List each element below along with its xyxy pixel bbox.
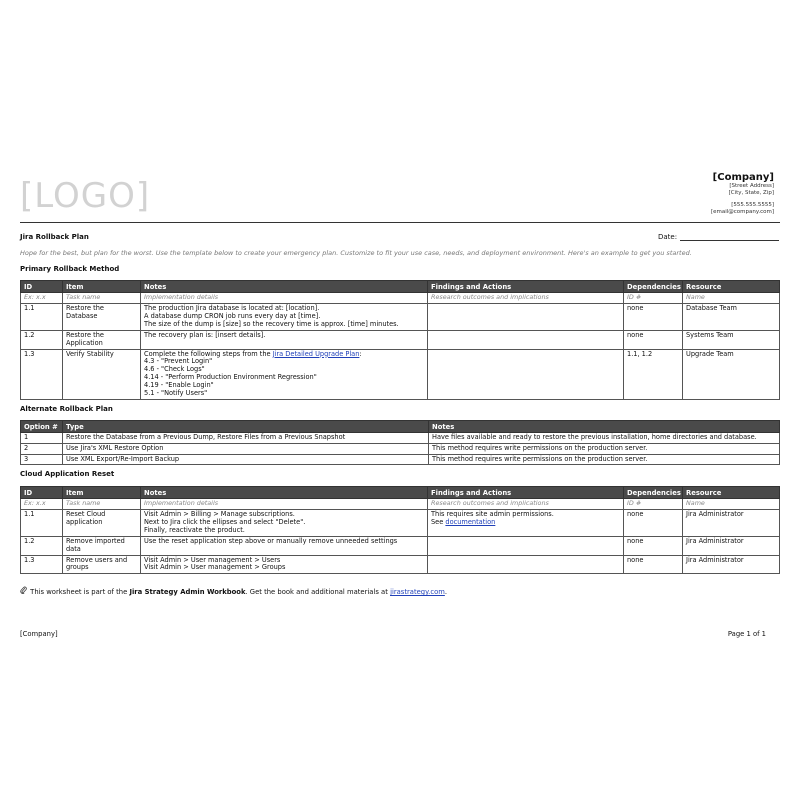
table-row <box>21 555 780 574</box>
footer-page-number: Page 1 of 1 <box>727 630 766 638</box>
table-header-row <box>21 421 780 433</box>
note-line: Use the reset application step above or manually remove unneeded settings <box>144 537 398 545</box>
cell-notes <box>141 555 428 574</box>
cell-item: Remove imported data <box>63 537 141 556</box>
hint-cell: ID # <box>624 499 683 510</box>
table-row <box>21 537 780 556</box>
col-header-dependencies: Dependencies <box>624 281 683 293</box>
note-line: Visit Admin > User management > Groups <box>144 563 286 572</box>
cell-option: 2 <box>21 443 63 454</box>
footnote-text: . <box>444 588 448 596</box>
cell-notes: This method requires write permissions on the production server. <box>429 454 780 465</box>
col-header-resource: Resource <box>683 487 780 499</box>
table-row <box>21 454 780 465</box>
hint-cell: Implementation details <box>141 293 428 304</box>
cell-resource: Jira Administrator <box>683 555 780 574</box>
col-header-id: ID <box>21 487 63 499</box>
hint-cell: Research outcomes and implications <box>428 499 624 510</box>
alternate-section-title: Alternate Rollback Plan <box>20 405 113 413</box>
documentation-link[interactable]: documentation <box>445 517 496 526</box>
note-line: 4.3 - "Prevent Login" <box>144 357 213 366</box>
company-email: [email@company.com] <box>710 209 774 215</box>
cell-resource: Database Team <box>683 304 780 331</box>
hint-cell: Implementation details <box>141 499 428 510</box>
cell-resource: Jira Administrator <box>683 537 780 556</box>
cell-resource: Jira Administrator <box>683 510 780 537</box>
note-text: : <box>359 349 362 358</box>
cell-item: Remove users and groups <box>63 555 141 574</box>
cell-id: 1.3 <box>21 349 63 399</box>
hint-cell: ID # <box>624 293 683 304</box>
alternate-rollback-table <box>20 420 780 465</box>
upgrade-plan-link[interactable]: Jira Detailed Upgrade Plan <box>272 349 360 358</box>
finding-line: This requires site admin permissions. <box>431 510 554 518</box>
table-hint-row <box>21 499 780 510</box>
cell-notes: Have files available and ready to restore the previous installation, home directories and database. <box>429 433 780 444</box>
workbook-name: Jira Strategy Admin Workbook <box>129 588 246 596</box>
company-phone: [555.555.5555] <box>731 202 774 208</box>
hint-cell: Task name <box>63 293 141 304</box>
col-header-findings: Findings and Actions <box>428 281 624 293</box>
cell-dependencies: none <box>624 555 683 574</box>
cell-dependencies: none <box>624 537 683 556</box>
col-header-notes: Notes <box>141 487 428 499</box>
cell-findings <box>428 510 624 537</box>
cell-notes <box>141 331 428 350</box>
company-address-block <box>711 172 774 216</box>
cell-type: Use XML Export/Re-Import Backup <box>63 454 429 465</box>
date-label: Date: <box>658 233 678 241</box>
cell-item: Restore the Database <box>63 304 141 331</box>
cell-id: 1.1 <box>21 510 63 537</box>
note-line: 4.14 - "Perform Production Environment Regression" <box>144 372 317 381</box>
note-line: A database dump CRON job runs every day at [time]. <box>144 311 321 320</box>
hint-cell: Task name <box>63 499 141 510</box>
cell-findings <box>428 555 624 574</box>
cell-id: 1.3 <box>21 555 63 574</box>
table-header-row <box>21 281 780 293</box>
document-title: Jira Rollback Plan <box>20 233 89 241</box>
hint-cell: Ex: x.x <box>21 499 63 510</box>
finding-line <box>431 519 620 527</box>
note-line: The recovery plan is: [insert details]. <box>144 331 266 339</box>
cell-findings <box>428 537 624 556</box>
table-row <box>21 433 780 444</box>
cell-notes: This method requires write permissions on the production server. <box>429 443 780 454</box>
note-line: 4.19 - "Enable Login" <box>144 380 214 389</box>
table-row <box>21 510 780 537</box>
cell-item: Restore the Application <box>63 331 141 350</box>
note-line: Visit Admin > User management > Users <box>144 555 281 564</box>
note-line: 4.6 - "Check Logs" <box>144 365 205 374</box>
col-header-findings: Findings and Actions <box>428 487 624 499</box>
jirastrategy-link[interactable]: jirastrategy.com <box>390 588 445 596</box>
cell-notes <box>141 537 428 556</box>
cell-notes <box>141 304 428 331</box>
hint-cell: Research outcomes and implications <box>428 293 624 304</box>
cloud-section-title: Cloud Application Reset <box>20 470 115 478</box>
col-header-dependencies: Dependencies <box>624 487 683 499</box>
footnote-text: . Get the book and additional materials at <box>245 588 391 596</box>
hint-cell: Name <box>683 499 780 510</box>
note-line: Visit Admin > Billing > Manage subscriptions. <box>144 510 295 518</box>
cell-dependencies: 1.1, 1.2 <box>624 349 683 399</box>
col-header-option: Option # <box>21 421 63 433</box>
workbook-footnote <box>20 586 447 596</box>
company-city: [City, State, Zip] <box>728 190 774 196</box>
cell-id: 1.1 <box>21 304 63 331</box>
date-field[interactable] <box>680 240 779 241</box>
table-hint-row <box>21 293 780 304</box>
cell-findings <box>428 349 624 399</box>
cell-dependencies: none <box>624 304 683 331</box>
finding-text: See <box>431 517 446 526</box>
cloud-reset-table <box>20 486 780 574</box>
cell-findings <box>428 331 624 350</box>
cell-dependencies: none <box>624 510 683 537</box>
col-header-type: Type <box>63 421 429 433</box>
cell-notes <box>141 510 428 537</box>
cell-type: Use Jira's XML Restore Option <box>63 443 429 454</box>
table-row <box>21 331 780 350</box>
col-header-notes: Notes <box>141 281 428 293</box>
footer-company: [Company] <box>20 630 58 638</box>
cell-item: Verify Stability <box>63 349 141 399</box>
note-line: Next to Jira click the ellipses and select "Delete". <box>144 517 306 526</box>
document-page <box>20 0 780 800</box>
logo-placeholder: [LOGO] <box>20 176 151 216</box>
paperclip-icon <box>20 586 28 596</box>
cell-item: Reset Cloud application <box>63 510 141 537</box>
cell-id: 1.2 <box>21 331 63 350</box>
cell-resource: Systems Team <box>683 331 780 350</box>
hint-cell: Ex: x.x <box>21 293 63 304</box>
company-street: [Street Address] <box>729 183 774 189</box>
col-header-id: ID <box>21 281 63 293</box>
cell-option: 1 <box>21 433 63 444</box>
note-line: Finally, reactivate the product. <box>144 525 245 534</box>
cell-id: 1.2 <box>21 537 63 556</box>
cell-dependencies: none <box>624 331 683 350</box>
col-header-item: Item <box>63 281 141 293</box>
cell-findings <box>428 304 624 331</box>
hint-cell: Name <box>683 293 780 304</box>
cell-type: Restore the Database from a Previous Dump, Restore Files from a Previous Snapshot <box>63 433 429 444</box>
note-text: Complete the following steps from the <box>144 349 273 358</box>
cell-option: 3 <box>21 454 63 465</box>
header-divider <box>20 222 780 223</box>
note-line: 5.1 - "Notify Users" <box>144 388 208 397</box>
table-row <box>21 304 780 331</box>
primary-section-title: Primary Rollback Method <box>20 265 120 273</box>
col-header-resource: Resource <box>683 281 780 293</box>
table-header-row <box>21 487 780 499</box>
table-row <box>21 443 780 454</box>
col-header-item: Item <box>63 487 141 499</box>
note-line: The production Jira database is located at: [location]. <box>144 304 320 312</box>
footnote-text: This worksheet is part of the <box>30 588 130 596</box>
company-name: [Company] <box>712 172 774 183</box>
note-line: The size of the dump is [size] so the recovery time is approx. [time] minutes. <box>144 319 399 328</box>
cell-resource: Upgrade Team <box>683 349 780 399</box>
col-header-notes: Notes <box>429 421 780 433</box>
primary-rollback-table <box>20 280 780 400</box>
cell-notes <box>141 349 428 399</box>
intro-text: Hope for the best, but plan for the worst. Use the template below to create your emergency plan. Customize to fit your use case, needs, and deployment environment. Here's an example to get you started. <box>20 249 692 257</box>
table-row <box>21 349 780 399</box>
